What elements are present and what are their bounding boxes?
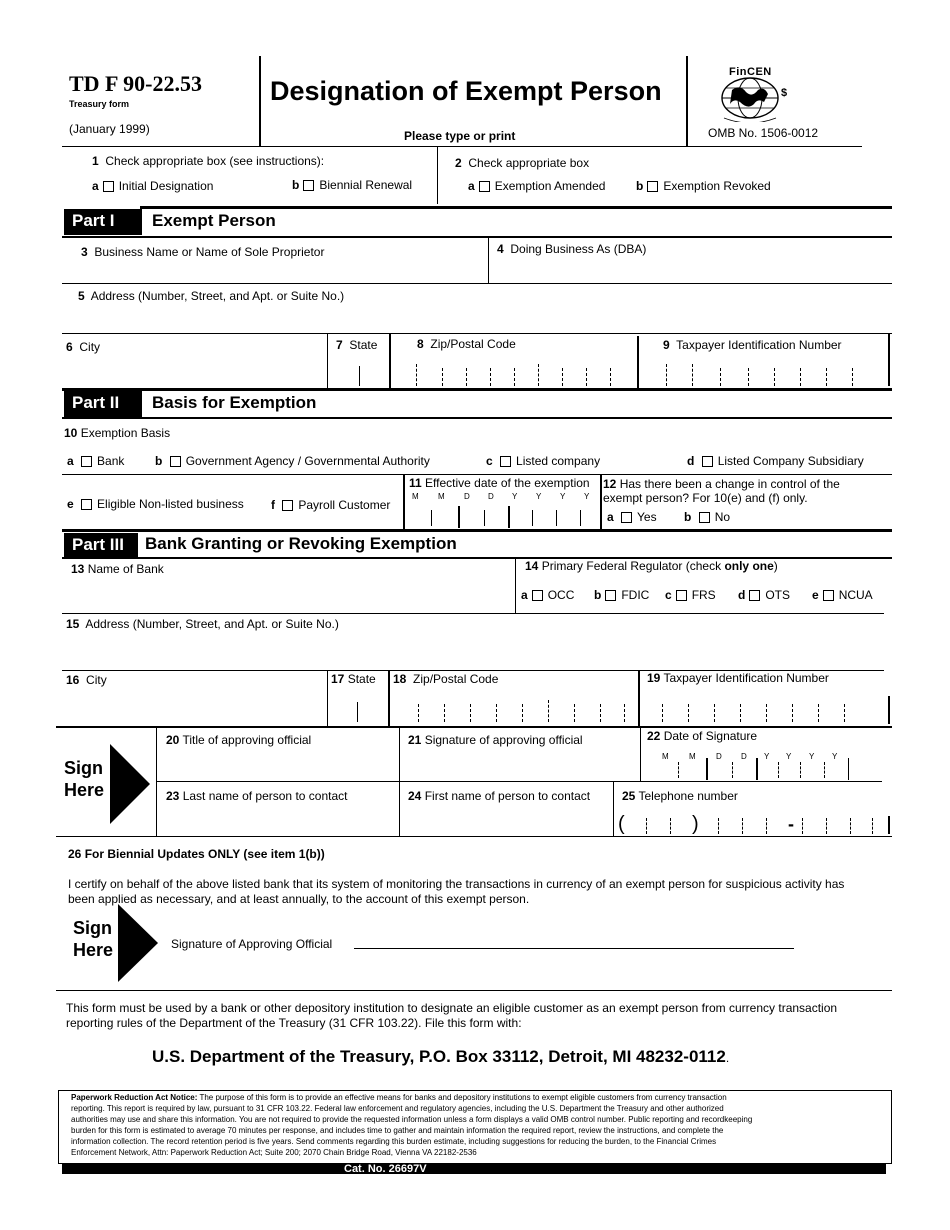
paperwork-line3: authorities may use and share this information. You are not required to provide the requested information unless a form displays a valid OMB control number. Public reporting and recordkeeping [71, 1115, 753, 1124]
ncua-checkbox[interactable] [823, 590, 834, 601]
exemption-amended-checkbox[interactable] [479, 181, 490, 192]
field11-12-divider [600, 474, 602, 529]
non-listed-business-checkbox[interactable] [81, 499, 92, 510]
listed-subsidiary-checkbox[interactable] [702, 456, 713, 467]
exempt-address-input[interactable] [78, 306, 878, 328]
change-control-no-checkbox[interactable] [699, 512, 710, 523]
form-type: Treasury form [69, 99, 130, 109]
bank-checkbox[interactable] [81, 456, 92, 467]
occ-checkbox[interactable] [532, 590, 543, 601]
fdic-checkbox[interactable] [605, 590, 616, 601]
signature-date-letters: M M D D Y Y Y Y [662, 752, 838, 761]
exemption-revoked-checkbox[interactable] [647, 181, 658, 192]
field11-label: 11 Effective date of the exemption [409, 476, 590, 490]
change-control-yes-option[interactable]: a Yes [607, 510, 657, 524]
bank-address-input[interactable] [66, 636, 876, 660]
field6-label: 6 City [66, 340, 101, 354]
state-tick [359, 366, 360, 386]
row3-bottom-rule [62, 283, 892, 284]
svg-text:$: $ [781, 87, 788, 99]
field25-label: 25 Telephone number [622, 789, 738, 803]
field5-label: 5 Address (Number, Street, and Apt. or Suite No.) [78, 289, 345, 303]
basis-row-rule [62, 474, 892, 475]
field11-left-border [403, 474, 405, 529]
certification-line1: I certify on behalf of the above listed bank that its system of monitoring the transactions in currency of an exempt person for suspicious activity has [68, 877, 845, 891]
paperwork-line4: burden for this form is estimated to average 70 minutes per response, and includes time to gather and maintain information the required report, review the instructions, and complete the [71, 1126, 724, 1135]
approving-signature-label: Signature of Approving Official [171, 937, 333, 951]
bank-zip-ticks [414, 700, 638, 724]
field17-18-divider [388, 670, 390, 726]
fincen-logo [712, 66, 792, 122]
part3-title: Bank Granting or Revoking Exemption [145, 534, 457, 553]
field17-label: 17 State [331, 672, 376, 686]
fincen-logo-text: FinCEN [729, 66, 772, 78]
row13-bottom-rule [62, 613, 884, 614]
change-control-no-option[interactable]: b No [684, 510, 731, 524]
bank-name-input[interactable] [70, 582, 510, 604]
paperwork-line2: reporting. This report is required by law, pursuant to 31 CFR 103.22. Federal law enforcement and regulatory agencies, including the U.S. Department the Treasury and other authorized [71, 1104, 724, 1113]
paperwork-line5: information collection. The record retention period is five years. Send comments regarding this burden estimate, including suggestions for reducing the burden, to the Financial Crimes [71, 1137, 717, 1146]
sign-row-bottom-rule [56, 836, 892, 837]
field6-7-divider [327, 333, 328, 388]
exempt-city-input[interactable] [66, 360, 322, 382]
field4-label: 4 Doing Business As (DBA) [497, 242, 647, 256]
part1-title: Exempt Person [152, 211, 276, 230]
field14-label: 14 Primary Federal Regulator (check only one) [525, 559, 778, 573]
catalog-bar [62, 1164, 886, 1174]
zip-ticks [414, 364, 624, 386]
sign2-bottom-rule [56, 990, 892, 991]
row5-bottom-rule [62, 333, 892, 334]
sign-arrow-icon [110, 744, 150, 824]
part2-badge: Part II [64, 391, 142, 417]
usage-line2: reporting rules of the Department of the Treasury (31 CFR 103.22). File this form with: [66, 1016, 522, 1030]
form-title: Designation of Exempt Person [270, 76, 662, 106]
item2-label: 2 Check appropriate box [455, 156, 590, 170]
field7-8-divider [389, 333, 391, 388]
part2-title: Basis for Exemption [152, 393, 317, 412]
change-control-yes-checkbox[interactable] [621, 512, 632, 523]
regulator-ots-option[interactable]: d OTS [738, 588, 791, 602]
payroll-customer-checkbox[interactable] [282, 500, 293, 511]
catalog-number: Cat. No. 26697V [344, 1164, 427, 1174]
effective-date-letters: M M D D Y Y Y Y [412, 492, 590, 501]
dba-input[interactable] [496, 260, 886, 280]
field16-label: 16 City [66, 673, 107, 687]
header-divider-right [686, 56, 688, 146]
form-number: TD F 90-22.53 [69, 71, 203, 96]
part1-title-rule [62, 236, 892, 238]
listed-company-checkbox[interactable] [500, 456, 511, 467]
contact-last-name-input[interactable] [166, 808, 392, 832]
item1-label: 1 Check appropriate box (see instructions): [92, 154, 325, 168]
bank-city-input[interactable] [66, 694, 322, 716]
field23-label: 23 Last name of person to contact [166, 789, 348, 803]
telephone-boxes[interactable]: ( ) - [614, 812, 892, 836]
field19-label: 19 Taxpayer Identification Number [647, 671, 829, 685]
row16-bottom-rule [56, 726, 892, 728]
omb-number: OMB No. 1506-0012 [708, 126, 819, 140]
field9-label: 9 Taxpayer Identification Number [663, 338, 842, 352]
field12-label-line2: exempt person? For 10(e) and (f) only. [603, 491, 808, 505]
certification-line2: been applied as necessary, and at least annually, to the account of this exempt person. [68, 892, 530, 906]
field3-label: 3 Business Name or Name of Sole Proprietor [81, 245, 325, 259]
field12-label-line1: 12 Has there been a change in control of the [603, 477, 840, 491]
contact-first-name-input[interactable] [408, 808, 604, 832]
regulator-frs-option[interactable]: c FRS [665, 588, 716, 602]
header-bottom-rule [62, 146, 862, 147]
part2-title-rule [62, 417, 892, 419]
field8-9-divider [637, 336, 639, 388]
bank-state-tick [357, 702, 358, 722]
regulator-fdic-option[interactable]: b FDIC [594, 588, 650, 602]
header-divider-left [259, 56, 261, 146]
frs-checkbox[interactable] [676, 590, 687, 601]
initial-designation-checkbox[interactable] [103, 181, 114, 192]
field15-label: 15 Address (Number, Street, and Apt. or Suite No.) [66, 617, 339, 631]
basis-listed-company-option[interactable]: c Listed company [486, 454, 601, 468]
government-agency-checkbox[interactable] [170, 456, 181, 467]
regulator-ncua-option[interactable]: e NCUA [812, 588, 873, 602]
part3-badge: Part III [64, 533, 138, 557]
regulator-occ-option[interactable]: a OCC [521, 588, 575, 602]
item1-option-b[interactable]: b Biennial Renewal [292, 178, 413, 192]
basis-government-option[interactable]: b Government Agency / Governmental Authority [155, 454, 430, 468]
ots-checkbox[interactable] [749, 590, 760, 601]
approving-signature-line [354, 948, 794, 949]
field3-4-divider [488, 236, 489, 283]
field21-22-divider [640, 726, 641, 781]
part1-badge: Part I [64, 209, 142, 235]
sign-arrow-icon-2 [118, 904, 158, 982]
item1-option-a[interactable]: a Initial Designation [92, 179, 214, 193]
field13-14-divider [515, 557, 516, 613]
basis-listed-subsidiary-option[interactable]: d Listed Company Subsidiary [687, 454, 864, 468]
paperwork-line6: Enforcement Network, Attn: Paperwork Reduction Act; Suite 200; 2070 Chain Bridge Road, Vienna VA 22182-2536 [71, 1148, 477, 1157]
field10-label: 10 Exemption Basis [64, 426, 171, 440]
field21-label: 21 Signature of approving official [408, 733, 583, 747]
usage-line1: This form must be used by a bank or other depository institution to designate an eligible customer as an exempt person from currency transaction [66, 1001, 838, 1015]
approving-signature-input[interactable] [356, 926, 792, 946]
field8-label: 8 Zip/Postal Code [417, 337, 516, 351]
sign-row-middle-rule [156, 781, 882, 782]
basis-payroll-option[interactable]: f Payroll Customer [271, 498, 391, 512]
type-or-print: Please type or print [404, 129, 516, 143]
bank-tin-ticks [640, 696, 892, 724]
basis-bank-option[interactable]: a Bank [67, 454, 125, 468]
sign-here-label: Sign Here [64, 758, 105, 800]
basis-non-listed-option[interactable]: e Eligible Non-listed business [67, 497, 244, 511]
field18-label: 18 Zip/Postal Code [393, 672, 499, 686]
tin-ticks [664, 364, 890, 386]
effective-date-ticks [406, 506, 600, 528]
field22-label: 22 Date of Signature [647, 729, 758, 743]
field16-17-divider [327, 670, 328, 726]
official-title-input[interactable] [166, 752, 392, 776]
form-date: (January 1999) [69, 122, 150, 136]
items-divider [437, 146, 438, 204]
official-signature-input[interactable] [408, 752, 634, 776]
sign-here-label-2: Sign Here [73, 918, 114, 960]
field20-label: 20 Title of approving official [166, 733, 312, 747]
field26-label: 26 For Biennial Updates ONLY (see item 1(b)) [68, 847, 325, 861]
field7-label: 7 State [336, 338, 378, 352]
biennial-renewal-checkbox[interactable] [303, 180, 314, 191]
field13-label: 13 Name of Bank [71, 562, 164, 576]
filing-address: U.S. Department of the Treasury, P.O. Box 33112, Detroit, MI 48232-0112. [152, 1047, 730, 1066]
item2-option-a[interactable]: a Exemption Amended [468, 179, 606, 193]
business-name-input[interactable] [80, 262, 480, 282]
field24-label: 24 First name of person to contact [408, 789, 591, 803]
signature-date-ticks [660, 758, 852, 780]
paperwork-line1: Paperwork Reduction Act Notice: The purpose of this form is to provide an effective means for banks and depository institutions to exempt eligible customers from currency transaction [71, 1093, 727, 1102]
item2-option-b[interactable]: b Exemption Revoked [636, 179, 771, 193]
